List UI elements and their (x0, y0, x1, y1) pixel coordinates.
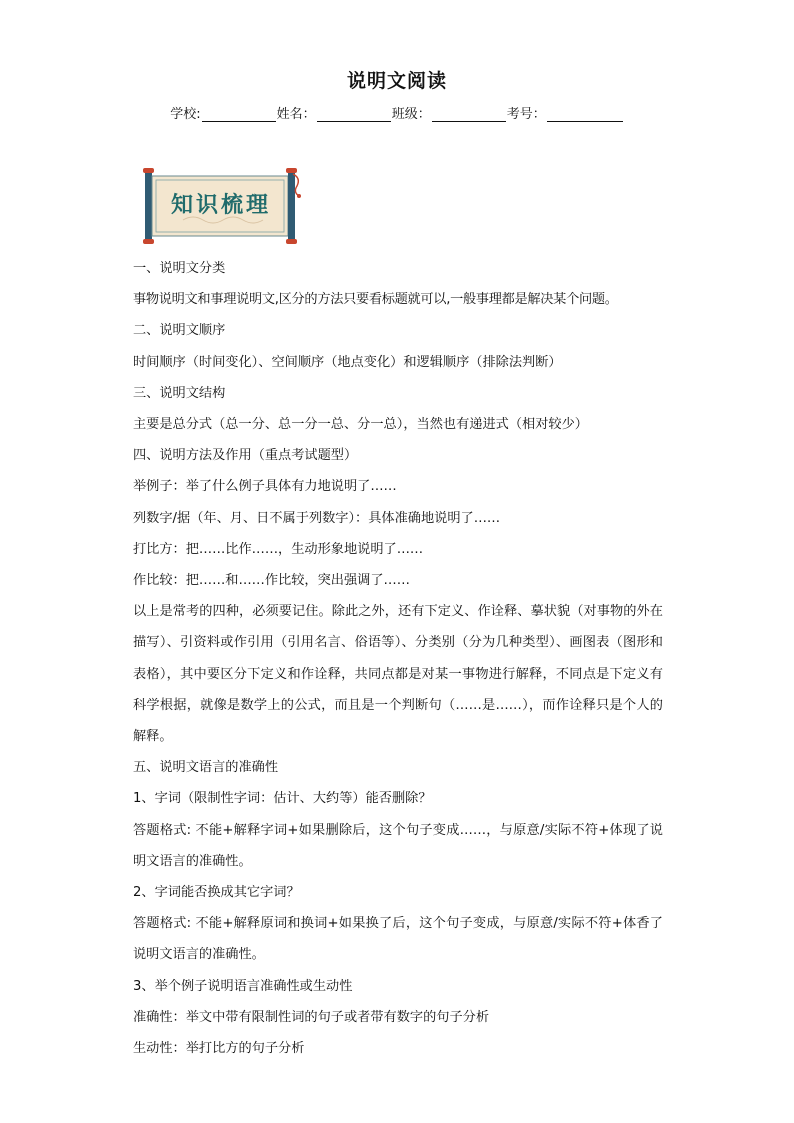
section-1-text: 事物说明文和事理说明文,区分的方法只要看标题就可以,一般事理都是解决某个问题。 (133, 292, 618, 308)
name-label: 姓名： (276, 107, 316, 122)
section-4-heading: 四、说明方法及作用（重点考试题型） (133, 448, 358, 464)
student-info-row (0, 103, 794, 122)
banner-text: 知识梳理 (170, 192, 271, 218)
section-1-heading: 一、说明文分类 (133, 261, 226, 276)
answer-format-2: 答题格式: 不能+解释原词和换词+如果换了后，这个句子变成，与原意/实际不符+体香了说明文语言的准确性。 (133, 916, 663, 963)
name-blank[interactable] (317, 107, 391, 122)
method-comparison: 作比较：把……和……作比较，突出强调了…… (133, 573, 410, 589)
class-blank[interactable] (432, 107, 506, 122)
school-blank[interactable] (202, 107, 276, 122)
page-title: 说明文阅读 (346, 70, 447, 92)
exam-number-blank[interactable] (547, 107, 623, 122)
content-body (133, 253, 663, 1064)
method-metaphor: 打比方：把……比作……，生动形象地说明了…… (133, 541, 424, 557)
question-2: 2、字词能否换成其它字词？ (133, 885, 300, 901)
section-2-heading: 二、说明文顺序 (133, 323, 226, 339)
accuracy-line: 准确性：举文中带有限制性词的句子或者带有数字的句子分析 (133, 1009, 490, 1025)
methods-paragraph: 以上是常考的四种，必须要记住。除此之外，还有下定义、作诠释、摹状貌（对事物的外在描写）、引资料或作引用（引用名言、俗语等）、分类别（分为几种类型）、画图表（图形和表格），其中要区分下定义和作诠释，共同点都是对某一事物进行解释，不同点是下定义有科学根据，就像是数学上的公式，而且是一个判断句（……是……），而作诠释只是个人的解释。 (133, 604, 663, 745)
school-label: 学校: (170, 107, 201, 122)
exam-number-label: 考号： (506, 107, 546, 122)
class-label: 班级： (391, 107, 431, 122)
section-5-heading: 五、说明文语言的准确性 (133, 760, 279, 776)
question-1: 1、字词（限制性字词：估计、大约等）能否删除？ (133, 791, 432, 807)
section-2-text: 时间顺序（时间变化）、空间顺序（地点变化）和逻辑顺序（排除法判断） (133, 354, 562, 370)
method-numbers: 列数字/据（年、月、日不属于列数字）：具体准确地说明了…… (133, 510, 501, 526)
vividness-line: 生动性：举打比方的句子分析 (133, 1041, 305, 1057)
answer-format-1: 答题格式: 不能+解释字词+如果删除后，这个句子变成……，与原意/实际不符+体现了说明文语言的准确性。 (133, 822, 663, 869)
section-3-heading: 三、说明文结构 (133, 385, 226, 401)
question-3: 3、举个例子说明语言准确性或生动性 (133, 978, 353, 994)
knowledge-banner (143, 168, 303, 244)
method-example: 举例子：举了什么例子具体有力地说明了…… (133, 479, 397, 495)
section-3-text: 主要是总分式（总一分、总一分一总、分一总），当然也有递进式（相对较少） (133, 417, 588, 433)
